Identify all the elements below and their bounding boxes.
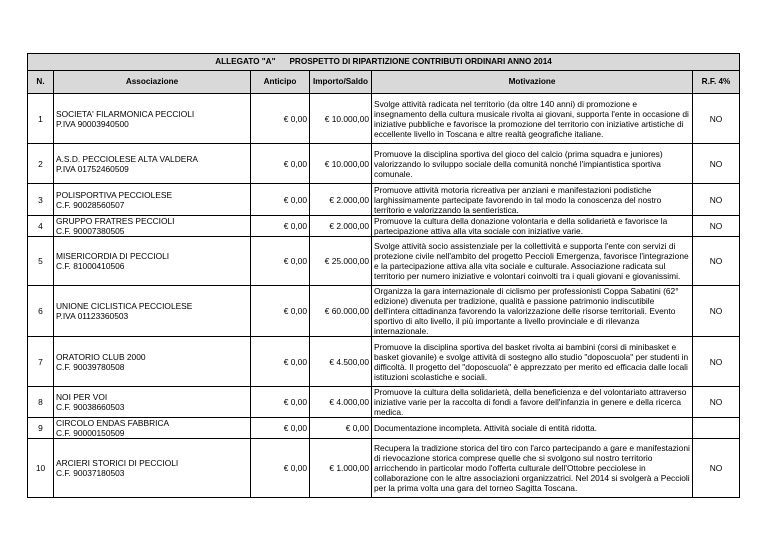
motivazione-text: Promuove la cultura della solidarietà, della beneficienza e del volontariato attraverso iniziative varie per la raccolta di fondi a favore dell'infanzia in genere e della ricerca medica. <box>374 387 687 417</box>
header-motivazione: Motivazione <box>372 71 693 94</box>
association-tax-code: C.F. 90007380505 <box>56 226 125 236</box>
motivazione-cell <box>372 439 693 498</box>
header-rf: R.F. 4% <box>693 71 740 94</box>
contributions-table <box>27 53 740 498</box>
importo-amount: € 1.000,00 <box>310 439 372 498</box>
document-title: PROSPETTO DI RIPARTIZIONE CONTRIBUTI ORDINARI ANNO 2014 <box>289 57 552 66</box>
importo-amount: € 10.000,00 <box>310 94 372 144</box>
table-row <box>28 286 740 337</box>
table-row <box>28 144 740 184</box>
rf-flag: NO <box>693 286 740 337</box>
header-row <box>28 71 740 94</box>
importo-amount: € 4.000,00 <box>310 387 372 418</box>
table-row <box>28 216 740 237</box>
row-number: 4 <box>28 216 54 237</box>
row-number: 7 <box>28 337 54 387</box>
motivazione-text: Promuove la disciplina sportiva del gioco del calcio (prima squadra e juniores) valorizzando lo sviluppo sociale della comunità nonché l'impiantistica sportiva comunale. <box>374 148 663 179</box>
row-number: 1 <box>28 94 54 144</box>
association-cell <box>54 439 251 498</box>
importo-amount: € 4.500,00 <box>310 337 372 387</box>
association-cell <box>54 286 251 337</box>
association-cell <box>54 184 251 216</box>
anticipo-amount: € 0,00 <box>251 337 310 387</box>
association-cell <box>54 418 251 439</box>
association-tax-code: C.F. 90028560507 <box>56 199 125 210</box>
anticipo-amount: € 0,00 <box>251 286 310 337</box>
importo-amount: € 10.000,00 <box>310 144 372 184</box>
row-number: 2 <box>28 144 54 184</box>
association-name: GRUPPO FRATRES PECCIOLI <box>56 216 175 226</box>
row-number: 5 <box>28 237 54 286</box>
header-anticipo: Anticipo <box>251 71 310 94</box>
association-tax-code: P.IVA 01123360503 <box>56 311 129 321</box>
table-row <box>28 387 740 418</box>
anticipo-amount: € 0,00 <box>251 387 310 418</box>
association-name: SOCIETA' FILARMONICA PECCIOLI <box>56 108 195 119</box>
association-name: ORATORIO CLUB 2000 <box>56 351 146 362</box>
association-cell <box>54 337 251 387</box>
importo-amount: € 2.000,00 <box>310 216 372 237</box>
association-name: MISERICORDIA DI PECCIOLI <box>56 251 170 261</box>
rf-flag: NO <box>693 184 740 216</box>
motivazione-cell <box>372 237 693 286</box>
association-tax-code: C.F. 90039780508 <box>56 361 125 372</box>
motivazione-text: Svolge attività socio assistenziale per la collettività e supporta l'ente con servizi di protezione civile nell'ambito del progetto Peccioli Emergenza, favorisce l'integrazione e la partecipazione attiva alla vita sociale e culturale. Associazione radicata sul territorio per numero iniziative e volontari coinvolti tra i quali giovani e giovanissimi. <box>374 241 689 281</box>
anticipo-amount: € 0,00 <box>251 439 310 498</box>
rf-flag: NO <box>693 94 740 144</box>
title-row <box>28 54 740 71</box>
motivazione-cell <box>372 94 693 144</box>
association-name: ARCIERI STORICI DI PECCIOLI <box>56 458 179 468</box>
importo-amount: € 2.000,00 <box>310 184 372 216</box>
rf-flag: NO <box>693 439 740 498</box>
anticipo-amount: € 0,00 <box>251 216 310 237</box>
association-tax-code: C.F. 90038660503 <box>56 402 125 412</box>
association-tax-code: P.IVA 90003940500 <box>56 118 129 129</box>
motivazione-text: Promuove attività motoria ricreativa per anziani e manifestazioni podistiche larghissimamente partecipate favorendo in tal modo la conoscenza del nostro territorio e valorizzando la sentieristica. <box>374 184 662 215</box>
table-row <box>28 94 740 144</box>
association-tax-code: C.F. 81000410506 <box>56 261 125 271</box>
anticipo-amount: € 0,00 <box>251 418 310 439</box>
row-number: 3 <box>28 184 54 216</box>
association-name: CIRCOLO ENDAS FABBRICA <box>56 418 170 428</box>
table-row <box>28 418 740 439</box>
association-tax-code: C.F. 90000150509 <box>56 428 125 438</box>
importo-amount: € 60.000,00 <box>310 286 372 337</box>
spreadsheet-sheet <box>27 53 739 498</box>
row-number: 6 <box>28 286 54 337</box>
rf-flag: NO <box>693 237 740 286</box>
anticipo-amount: € 0,00 <box>251 144 310 184</box>
title-cell <box>28 54 740 71</box>
header-importo: Importo/Saldo <box>310 71 372 94</box>
association-name: POLISPORTIVA PECCIOLESE <box>56 189 173 200</box>
association-cell <box>54 387 251 418</box>
rf-flag: NO <box>693 216 740 237</box>
motivazione-text: Organizza la gara internazionale di ciclismo per professionisti Coppa Sabatini (62° edizione) divenuta per tradizione, qualità e passione patrimonio indiscutibile dell'intera cittadinanza favorendo la valorizzazione delle risorse territoriali. Evento sportivo di alto livello, il più importante a livello provinciale e di rilevanza internazionale. <box>374 286 679 336</box>
association-tax-code: C.F. 90037180503 <box>56 468 125 478</box>
motivazione-cell <box>372 418 693 439</box>
header-num: N. <box>28 71 54 94</box>
anticipo-amount: € 0,00 <box>251 94 310 144</box>
row-number: 9 <box>28 418 54 439</box>
row-number: 8 <box>28 387 54 418</box>
motivazione-text: Promuove la disciplina sportiva del basket rivolta ai bambini (corsi di minibasket e basket giovanile) e svolge attività di sostegno allo studio "doposcuola" per studenti in difficoltà. Il progetto del "doposcuola" è apprezzato per merito ed efficacia dalle locali istituzioni scolastiche e sociali. <box>374 341 689 382</box>
table-row <box>28 237 740 286</box>
anticipo-amount: € 0,00 <box>251 184 310 216</box>
association-name: NOI PER VOI <box>56 392 108 402</box>
row-number: 10 <box>28 439 54 498</box>
association-cell <box>54 144 251 184</box>
rf-flag: NO <box>693 144 740 184</box>
association-cell <box>54 94 251 144</box>
importo-amount: € 25.000,00 <box>310 237 372 286</box>
association-cell <box>54 237 251 286</box>
motivazione-text: Documentazione incompleta. Attività sociale di entità ridotta. <box>374 423 597 433</box>
allegato-label: ALLEGATO "A" <box>215 57 276 66</box>
motivazione-cell <box>372 387 693 418</box>
motivazione-cell <box>372 337 693 387</box>
motivazione-cell <box>372 216 693 237</box>
association-tax-code: P.IVA 01752460509 <box>56 163 129 174</box>
anticipo-amount: € 0,00 <box>251 237 310 286</box>
rf-flag: NO <box>693 337 740 387</box>
association-name: UNIONE CICLISTICA PECCIOLESE <box>56 301 193 311</box>
motivazione-text: Promuove la cultura della donazione volontaria e della solidarietà e favorisce la partecipazione attiva alla vita sociale con iniziative varie. <box>374 216 668 236</box>
table-row <box>28 337 740 387</box>
motivazione-text: Svolge attività radicata nel territorio (da oltre 140 anni) di promozione e insegnamento della cultura musicale rivolta ai giovani, supporta l'ente in occasione di iniziative pubbliche e favorisce la promozione del territorio con iniziative artistiche di eccellente livello in Toscana e altre realtà geografiche italiane. <box>374 98 689 139</box>
association-cell <box>54 216 251 237</box>
motivazione-text: Recupera la tradizione storica del tiro con l'arco partecipando a gare e manifestazioni di rievocazione storica comprese quelle che si svolgono sul nostro territorio arricchendo in particolar modo l'offerta culturale dell'Ottobre pecciolese in collaborazione con le altre associazioni organizzatrici. Nel 2014 si svolgerà a Peccioli per la prima volta una gara del torneo Sagitta Toscana. <box>374 443 690 493</box>
rf-flag <box>693 418 740 439</box>
importo-amount: € 0,00 <box>310 418 372 439</box>
table-row <box>28 439 740 498</box>
header-associazione: Associazione <box>54 71 251 94</box>
table-row <box>28 184 740 216</box>
association-name: A.S.D. PECCIOLESE ALTA VALDERA <box>56 153 198 164</box>
motivazione-cell <box>372 184 693 216</box>
motivazione-cell <box>372 286 693 337</box>
rf-flag: NO <box>693 387 740 418</box>
motivazione-cell <box>372 144 693 184</box>
